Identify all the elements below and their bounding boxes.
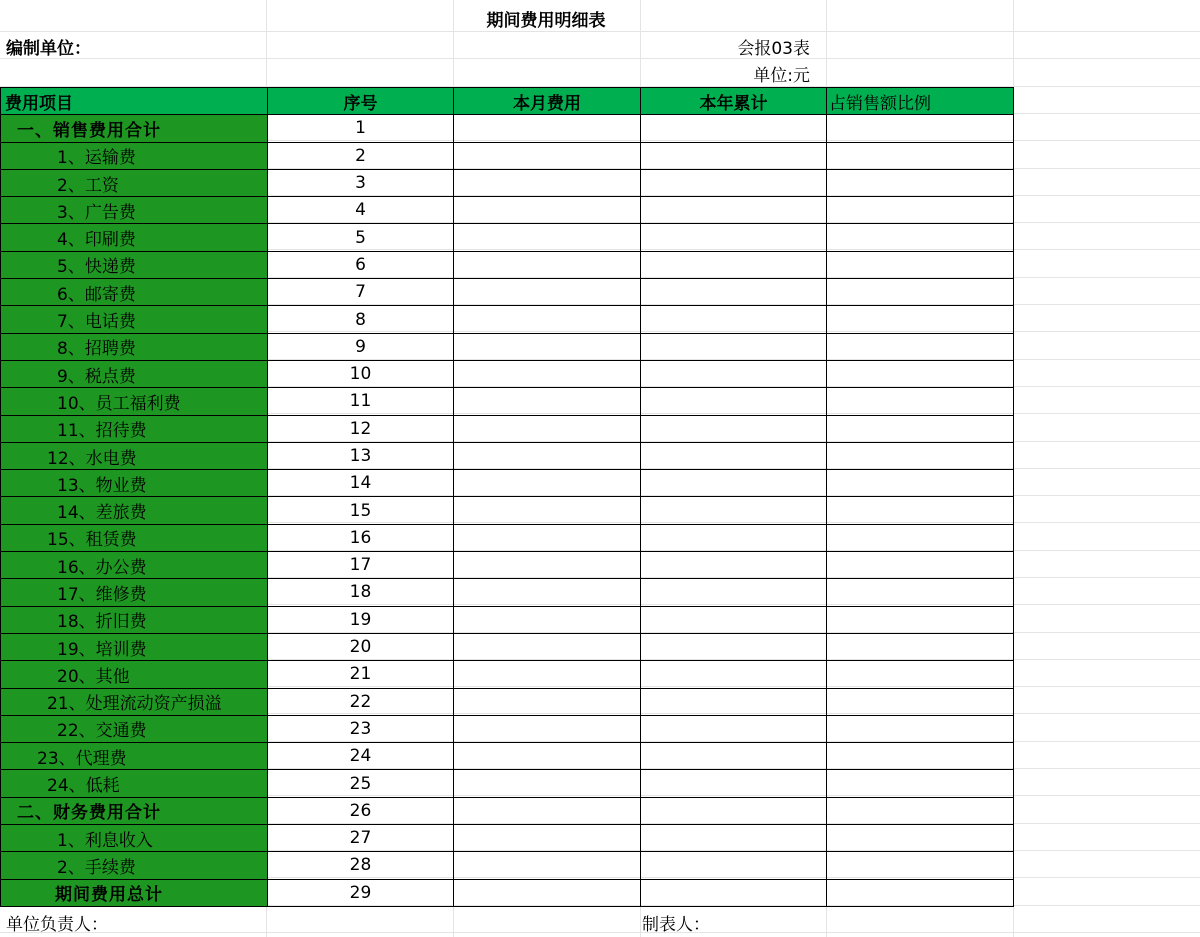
expense-item-cell[interactable]: 15、租赁费 — [1, 524, 268, 551]
table-row — [1, 333, 1014, 360]
seq-cell[interactable]: 21 — [268, 661, 454, 688]
month-cost-cell[interactable] — [454, 224, 641, 251]
month-cost-cell[interactable] — [454, 743, 641, 770]
month-cost-cell[interactable] — [454, 415, 641, 442]
ytd-cell[interactable] — [641, 879, 827, 906]
expense-item-cell[interactable]: 3、广告费 — [1, 197, 268, 224]
table-row — [1, 852, 1014, 879]
ytd-cell[interactable] — [641, 524, 827, 551]
month-cost-cell[interactable] — [454, 470, 641, 497]
ytd-cell[interactable] — [641, 606, 827, 633]
seq-cell[interactable]: 7 — [268, 279, 454, 306]
table-row — [1, 442, 1014, 469]
seq-cell[interactable]: 27 — [268, 825, 454, 852]
seq-cell[interactable]: 2 — [268, 142, 454, 169]
expense-item-cell[interactable]: 13、物业费 — [1, 470, 268, 497]
seq-cell[interactable]: 15 — [268, 497, 454, 524]
expense-item-cell[interactable]: 11、招待费 — [1, 415, 268, 442]
seq-cell[interactable]: 14 — [268, 470, 454, 497]
sales-ratio-cell[interactable] — [827, 770, 1014, 797]
month-cost-cell[interactable] — [454, 661, 641, 688]
sales-ratio-cell[interactable] — [827, 142, 1014, 169]
expense-item-cell[interactable]: 2、工资 — [1, 169, 268, 196]
sales-ratio-cell[interactable] — [827, 852, 1014, 879]
expense-item-cell[interactable]: 9、税点费 — [1, 360, 268, 387]
table-row — [1, 688, 1014, 715]
ytd-cell[interactable] — [641, 142, 827, 169]
sales-ratio-cell[interactable] — [827, 743, 1014, 770]
sales-ratio-cell[interactable] — [827, 251, 1014, 278]
table-row — [1, 142, 1014, 169]
month-cost-cell[interactable] — [454, 825, 641, 852]
sales-ratio-cell[interactable] — [827, 415, 1014, 442]
month-cost-cell[interactable] — [454, 388, 641, 415]
expense-item-cell[interactable]: 10、员工福利费 — [1, 388, 268, 415]
month-cost-cell[interactable] — [454, 879, 641, 906]
month-cost-cell[interactable] — [454, 852, 641, 879]
ytd-cell[interactable] — [641, 442, 827, 469]
ytd-cell[interactable] — [641, 579, 827, 606]
month-cost-cell[interactable] — [454, 360, 641, 387]
seq-cell[interactable]: 11 — [268, 388, 454, 415]
ytd-cell[interactable] — [641, 360, 827, 387]
column-header-item[interactable]: 费用项目 — [1, 88, 268, 115]
sales-ratio-cell[interactable] — [827, 825, 1014, 852]
seq-cell[interactable]: 16 — [268, 524, 454, 551]
sales-ratio-cell[interactable] — [827, 169, 1014, 196]
month-cost-cell[interactable] — [454, 333, 641, 360]
sales-ratio-cell[interactable] — [827, 306, 1014, 333]
month-cost-cell[interactable] — [454, 251, 641, 278]
ytd-cell[interactable] — [641, 306, 827, 333]
table-row — [1, 606, 1014, 633]
expense-item-cell[interactable]: 24、低耗 — [1, 770, 268, 797]
month-cost-cell[interactable] — [454, 552, 641, 579]
table-row — [1, 115, 1014, 142]
sales-ratio-cell[interactable] — [827, 797, 1014, 824]
expense-item-cell[interactable]: 4、印刷费 — [1, 224, 268, 251]
seq-cell[interactable]: 3 — [268, 169, 454, 196]
month-cost-cell[interactable] — [454, 497, 641, 524]
sales-ratio-cell[interactable] — [827, 115, 1014, 142]
expense-item-cell[interactable]: 12、水电费 — [1, 442, 268, 469]
table-row — [1, 770, 1014, 797]
column-header-seq[interactable]: 序号 — [268, 88, 454, 115]
month-cost-cell[interactable] — [454, 688, 641, 715]
table-row — [1, 470, 1014, 497]
expense-item-cell[interactable]: 14、差旅费 — [1, 497, 268, 524]
table-row — [1, 251, 1014, 278]
table-row — [1, 633, 1014, 660]
table-row — [1, 197, 1014, 224]
sales-ratio-cell[interactable] — [827, 470, 1014, 497]
table-row — [1, 388, 1014, 415]
table-row — [1, 224, 1014, 251]
expense-item-cell[interactable]: 2、手续费 — [1, 852, 268, 879]
expense-item-cell[interactable]: 7、电话费 — [1, 306, 268, 333]
table-row — [1, 579, 1014, 606]
expense-item-cell[interactable]: 19、培训费 — [1, 633, 268, 660]
expense-item-cell[interactable]: 一、销售费用合计 — [1, 115, 268, 142]
ytd-cell[interactable] — [641, 852, 827, 879]
sales-ratio-cell[interactable] — [827, 360, 1014, 387]
expense-item-cell[interactable]: 23、代理费 — [1, 743, 268, 770]
table-row — [1, 497, 1014, 524]
ytd-cell[interactable] — [641, 497, 827, 524]
table-row — [1, 879, 1014, 906]
ytd-cell[interactable] — [641, 279, 827, 306]
month-cost-cell[interactable] — [454, 442, 641, 469]
ytd-cell[interactable] — [641, 251, 827, 278]
seq-cell[interactable]: 19 — [268, 606, 454, 633]
ytd-cell[interactable] — [641, 688, 827, 715]
seq-cell[interactable]: 28 — [268, 852, 454, 879]
month-cost-cell[interactable] — [454, 115, 641, 142]
sales-ratio-cell[interactable] — [827, 606, 1014, 633]
sales-ratio-cell[interactable] — [827, 333, 1014, 360]
sheet-title[interactable]: 期间费用明细表 — [486, 10, 606, 31]
expense-item-cell[interactable]: 6、邮寄费 — [1, 279, 268, 306]
sales-ratio-cell[interactable] — [827, 279, 1014, 306]
table-row — [1, 715, 1014, 742]
org-label[interactable]: 编制单位： — [6, 39, 91, 59]
month-cost-cell[interactable] — [454, 524, 641, 551]
sales-ratio-cell[interactable] — [827, 552, 1014, 579]
seq-cell[interactable]: 13 — [268, 442, 454, 469]
ytd-cell[interactable] — [641, 797, 827, 824]
ytd-cell[interactable] — [641, 224, 827, 251]
expense-item-cell[interactable]: 20、其他 — [1, 661, 268, 688]
ytd-cell[interactable] — [641, 770, 827, 797]
ytd-cell[interactable] — [641, 825, 827, 852]
month-cost-cell[interactable] — [454, 279, 641, 306]
sales-ratio-cell[interactable] — [827, 661, 1014, 688]
expense-item-cell[interactable]: 17、维修费 — [1, 579, 268, 606]
expense-item-cell[interactable]: 二、财务费用合计 — [1, 797, 268, 824]
month-cost-cell[interactable] — [454, 797, 641, 824]
ytd-cell[interactable] — [641, 415, 827, 442]
seq-cell[interactable]: 18 — [268, 579, 454, 606]
expense-item-cell[interactable]: 22、交通费 — [1, 715, 268, 742]
seq-cell[interactable]: 20 — [268, 633, 454, 660]
month-cost-cell[interactable] — [454, 142, 641, 169]
month-cost-cell[interactable] — [454, 169, 641, 196]
unit-label[interactable]: 单位:元 — [753, 66, 810, 86]
table-header-row — [1, 88, 1014, 115]
sales-ratio-cell[interactable] — [827, 688, 1014, 715]
column-header-ratio[interactable]: 占销售额比例 — [827, 88, 1014, 115]
seq-cell[interactable]: 4 — [268, 197, 454, 224]
sales-ratio-cell[interactable] — [827, 224, 1014, 251]
sales-ratio-cell[interactable] — [827, 579, 1014, 606]
ytd-cell[interactable] — [641, 715, 827, 742]
seq-cell[interactable]: 12 — [268, 415, 454, 442]
seq-cell[interactable]: 17 — [268, 552, 454, 579]
table-row — [1, 360, 1014, 387]
footer-responsible[interactable]: 单位负责人： — [6, 915, 108, 935]
ytd-cell[interactable] — [641, 633, 827, 660]
seq-cell[interactable]: 25 — [268, 770, 454, 797]
month-cost-cell[interactable] — [454, 715, 641, 742]
ytd-cell[interactable] — [641, 333, 827, 360]
seq-cell[interactable]: 26 — [268, 797, 454, 824]
month-cost-cell[interactable] — [454, 579, 641, 606]
seq-cell[interactable]: 22 — [268, 688, 454, 715]
month-cost-cell[interactable] — [454, 770, 641, 797]
ytd-cell[interactable] — [641, 661, 827, 688]
table-row — [1, 306, 1014, 333]
table-row — [1, 279, 1014, 306]
sales-ratio-cell[interactable] — [827, 442, 1014, 469]
sales-ratio-cell[interactable] — [827, 497, 1014, 524]
month-cost-cell[interactable] — [454, 306, 641, 333]
expense-item-cell[interactable]: 1、利息收入 — [1, 825, 268, 852]
ytd-cell[interactable] — [641, 552, 827, 579]
ytd-cell[interactable] — [641, 197, 827, 224]
ytd-cell[interactable] — [641, 169, 827, 196]
table-row — [1, 825, 1014, 852]
sales-ratio-cell[interactable] — [827, 388, 1014, 415]
month-cost-cell[interactable] — [454, 197, 641, 224]
expense-item-cell[interactable]: 18、折旧费 — [1, 606, 268, 633]
ytd-cell[interactable] — [641, 388, 827, 415]
seq-cell[interactable]: 5 — [268, 224, 454, 251]
month-cost-cell[interactable] — [454, 606, 641, 633]
footer-preparer[interactable]: 制表人： — [642, 915, 710, 935]
ytd-cell[interactable] — [641, 115, 827, 142]
sales-ratio-cell[interactable] — [827, 524, 1014, 551]
expense-item-cell[interactable]: 21、处理流动资产损溢 — [1, 688, 268, 715]
seq-cell[interactable]: 23 — [268, 715, 454, 742]
table-row — [1, 661, 1014, 688]
sales-ratio-cell[interactable] — [827, 879, 1014, 906]
seq-cell[interactable]: 8 — [268, 306, 454, 333]
table-row — [1, 743, 1014, 770]
ytd-cell[interactable] — [641, 743, 827, 770]
ytd-cell[interactable] — [641, 470, 827, 497]
seq-cell[interactable]: 24 — [268, 743, 454, 770]
seq-cell[interactable]: 10 — [268, 360, 454, 387]
report-code[interactable]: 会报03表 — [737, 39, 810, 59]
column-header-month[interactable]: 本月费用 — [454, 88, 641, 115]
sales-ratio-cell[interactable] — [827, 633, 1014, 660]
sales-ratio-cell[interactable] — [827, 715, 1014, 742]
seq-cell[interactable]: 9 — [268, 333, 454, 360]
table-row — [1, 524, 1014, 551]
seq-cell[interactable]: 6 — [268, 251, 454, 278]
table-row — [1, 552, 1014, 579]
seq-cell[interactable]: 29 — [268, 879, 454, 906]
expense-table — [0, 87, 1014, 907]
expense-item-cell[interactable]: 16、办公费 — [1, 552, 268, 579]
table-row — [1, 797, 1014, 824]
month-cost-cell[interactable] — [454, 633, 641, 660]
table-row — [1, 415, 1014, 442]
column-header-ytd[interactable]: 本年累计 — [641, 88, 827, 115]
sales-ratio-cell[interactable] — [827, 197, 1014, 224]
expense-item-cell[interactable]: 5、快递费 — [1, 251, 268, 278]
expense-item-cell[interactable]: 8、招聘费 — [1, 333, 268, 360]
seq-cell[interactable]: 1 — [268, 115, 454, 142]
table-row — [1, 169, 1014, 196]
expense-item-cell[interactable]: 期间费用总计 — [1, 879, 268, 906]
expense-item-cell[interactable]: 1、运输费 — [1, 142, 268, 169]
